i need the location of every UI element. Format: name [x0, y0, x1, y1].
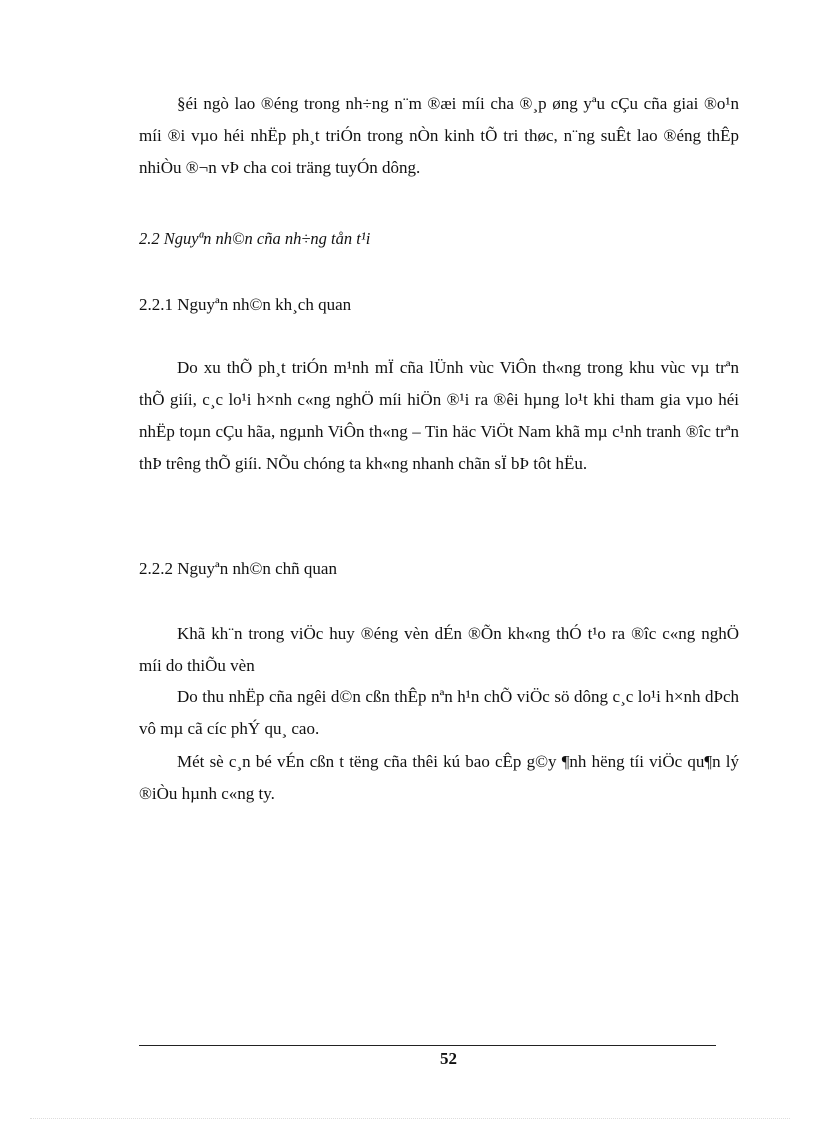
paragraph-low-income: Do thu nhËp cña ngêi d©n cßn thÊp nªn h¹n chÕ viÖc sö dông c¸c lo¹i h×nh dÞch vô mµ cã cíc phÝ qu¸ cao.	[139, 687, 739, 738]
paragraph-objective-causes: Do xu thÕ ph¸t triÓn m¹nh mÏ cña lÜnh vùc ViÔn th«ng trong khu vùc vµ trªn thÕ giíi, c¸c lo¹i h×nh c«ng nghÖ míi hiÖn ®¹i ra ®êi hµng lo¹t khi tham gia vµo héi nhËp toµn cÇu hãa, ngµnh ViÔn th«ng – Tin häc ViÖt Nam khã mµ c¹nh tranh ®îc trªn thÞ trêng thÕ giíi. NÕu chóng ta kh«ng nhanh chãn sÏ bÞ tôt hËu.	[139, 358, 739, 473]
page-bottom-border	[30, 1118, 790, 1119]
paragraph-capital-difficulty: Khã kh¨n trong viÖc huy ®éng vèn dÉn ®Õn kh«ng thÓ t¹o ra ®îc c«ng nghÖ míi do thiÕu vèn	[139, 624, 739, 675]
paragraph-workforce: §éi ngò lao ®éng trong nh÷ng n¨m ®æi míi cha ®¸p øng yªu cÇu cña giai ®o¹n míi ®i vµo héi nhËp ph¸t triÓn trong nÒn kinh tÕ tri thøc, n¨ng suÊt lao ®éng thÊp nhiÒu ®¬n vÞ cha coi träng tuyÓn dông.	[139, 94, 739, 177]
section-heading-2-2: 2.2 Nguyªn nh©n cña nh÷ng tån t¹i	[139, 229, 371, 248]
subsection-heading-2-2-2: 2.2.2 Nguyªn nh©n chñ quan	[139, 559, 337, 578]
footer-divider	[139, 1045, 716, 1046]
subsection-heading-2-2-1: 2.2.1 Nguyªn nh©n kh¸ch quan	[139, 295, 352, 314]
page-number: 52	[440, 1049, 457, 1068]
paragraph-subsidy-mindset: Mét sè c¸n bé vÉn cßn t tëng cña thêi kú bao cÊp g©y ¶nh hëng tíi viÖc qu¶n lý ®iÒu hµnh c«ng ty.	[139, 752, 739, 803]
